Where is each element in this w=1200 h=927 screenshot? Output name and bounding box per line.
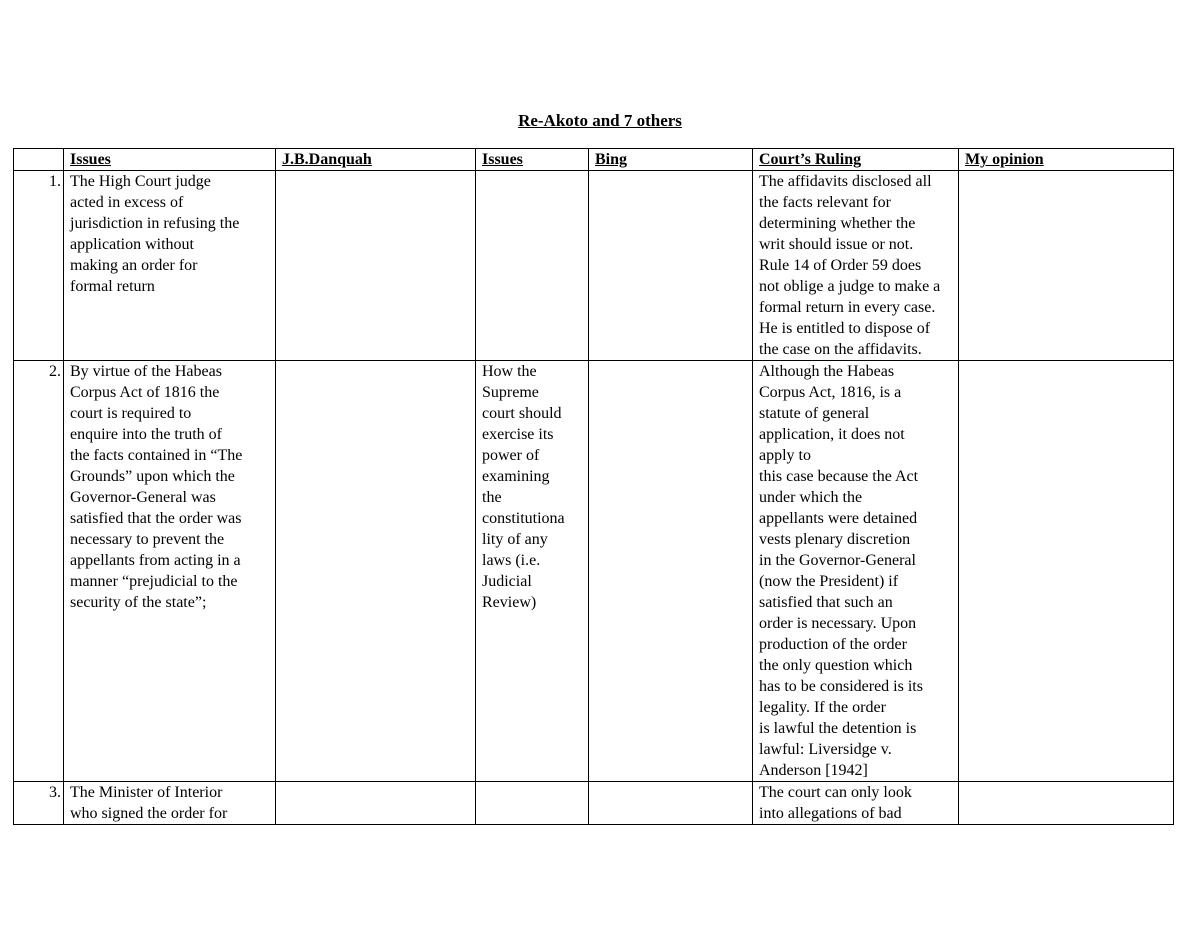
header-my-opinion: My opinion [959,149,1174,171]
cell-issues: By virtue of the Habeas Corpus Act of 1816 the court is required to enquire into the truth of the facts contained in “The Grounds” upon which the Governor-General was satisfied that the order was necessary to prevent the appellants from acting in a manner “prejudicial to the security of the state”; [64,361,276,782]
row-number: 2. [14,361,64,782]
cell-courts-ruling: The court can only look into allegations of bad [753,782,959,825]
cell-bing [589,782,753,825]
cell-bing [589,361,753,782]
cell-issues: The High Court judge acted in excess of jurisdiction in refusing the application without making an order for formal return [64,171,276,361]
cell-issues-2 [476,171,589,361]
header-number [14,149,64,171]
header-courts-ruling: Court’s Ruling [753,149,959,171]
cell-courts-ruling: Although the Habeas Corpus Act, 1816, is a statute of general application, it does not apply to this case because the Act under which the appellants were detained vests plenary discretion in the Governor-General (now the President) if satisfied that such an order is necessary. Upon production of the order the only question which has to be considered is its legality. If the order is lawful the detention is lawful: Liversidge v. Anderson [1942] [753,361,959,782]
cell-danquah [276,171,476,361]
table-row [14,782,1174,825]
header-issues: Issues [64,149,276,171]
cell-my-opinion [959,171,1174,361]
table-row [14,361,1174,782]
row-number: 1. [14,171,64,361]
header-bing: Bing [589,149,753,171]
cell-issues-2: How the Supreme court should exercise its power of examining the constitutiona lity of any laws (i.e. Judicial Review) [476,361,589,782]
cell-courts-ruling: The affidavits disclosed all the facts relevant for determining whether the writ should issue or not. Rule 14 of Order 59 does not oblige a judge to make a formal return in every case. He is entitled to dispose of the case on the affidavits. [753,171,959,361]
case-analysis-table [13,148,1174,825]
cell-bing [589,171,753,361]
row-number: 3. [14,782,64,825]
cell-danquah [276,782,476,825]
cell-my-opinion [959,361,1174,782]
header-issues-2: Issues [476,149,589,171]
table-row [14,171,1174,361]
document-title: Re-Akoto and 7 others [518,111,682,130]
cell-issues-2 [476,782,589,825]
cell-issues: The Minister of Interior who signed the order for [64,782,276,825]
table-header-row [14,149,1174,171]
cell-my-opinion [959,782,1174,825]
cell-danquah [276,361,476,782]
header-danquah: J.B.Danquah [276,149,476,171]
